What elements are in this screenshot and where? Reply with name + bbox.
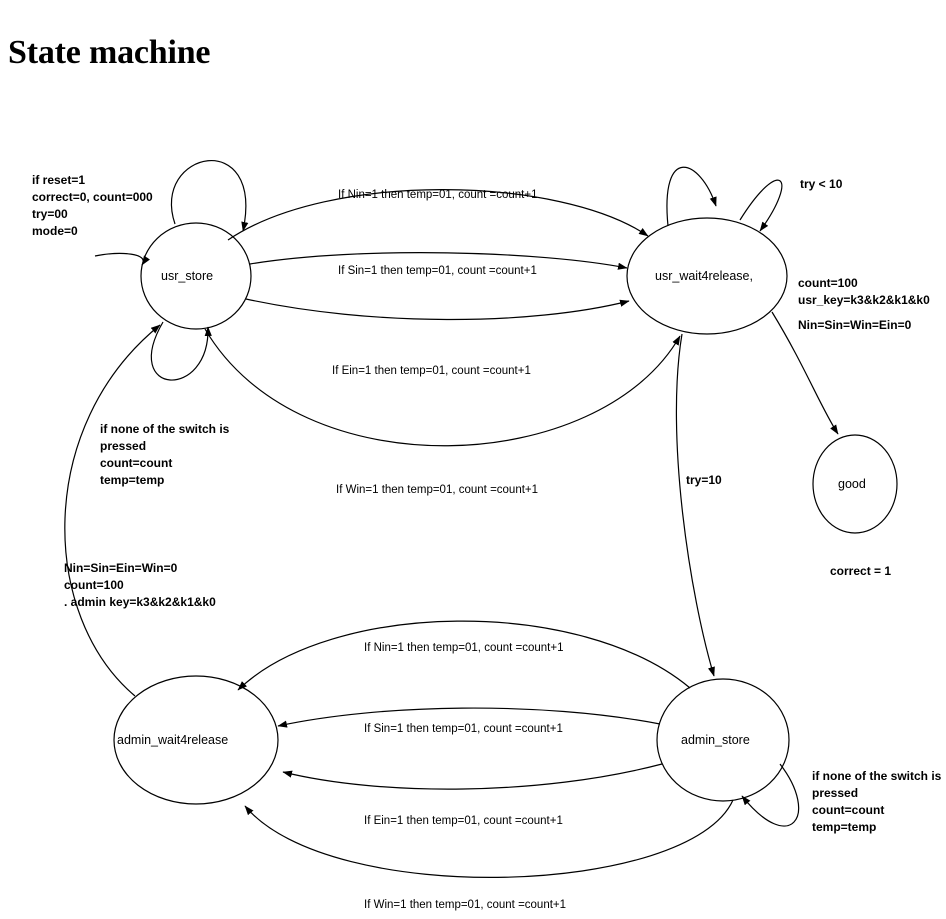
annotation-admin-self-loop-line-2: pressed [812, 786, 859, 800]
edge-label-admin-sin: If Sin=1 then temp=01, count =count+1 [364, 723, 563, 735]
annotation-reset-line-1: if reset=1 [32, 173, 86, 187]
edge-label-admin-ein: If Ein=1 then temp=01, count =count+1 [364, 815, 563, 827]
state-label-good: good [838, 477, 866, 491]
annotation-usr-self-loop-line-2: pressed [100, 439, 147, 453]
annotation-admin-transition-line-1: Nin=Sin=Ein=Win=0 [64, 561, 178, 575]
annotation-admin-transition [64, 560, 216, 611]
annotation-admin-transition-line-3: . admin key=k3&k2&k1&k0 [64, 595, 216, 609]
edge-label-usr-ein: If Ein=1 then temp=01, count =count+1 [332, 365, 531, 377]
annotation-usr-wait-exit-line-2: usr_key=k3&k2&k1&k0 [798, 293, 930, 307]
annotation-reset-line-4: mode=0 [32, 224, 78, 238]
state-label-admin-wait4release: admin_wait4release [117, 733, 229, 747]
page-title: State machine [8, 34, 211, 71]
annotation-admin-self-loop-line-1: if none of the switch is [812, 769, 942, 783]
annotation-good-output: correct = 1 [830, 564, 892, 578]
state-machine-diagram [0, 96, 946, 919]
state-label-usr-store: usr_store [161, 269, 214, 283]
edge-label-admin-nin: If Nin=1 then temp=01, count =count+1 [364, 642, 564, 654]
annotation-admin-self-loop-line-3: count=count [812, 803, 885, 817]
annotation-admin-transition-line-2: count=100 [64, 578, 124, 592]
annotation-usr-wait-exit-line-4: Nin=Sin=Win=Ein=0 [798, 318, 912, 332]
annotation-reset-line-2: correct=0, count=000 [32, 190, 153, 204]
annotation-usr-self-loop [100, 421, 229, 489]
annotation-usr-wait-exit [798, 275, 930, 334]
annotation-admin-self-loop-line-4: temp=temp [812, 820, 877, 834]
edge-label-usr-nin: If Nin=1 then temp=01, count =count+1 [338, 189, 538, 201]
edge-label-try-eq-10: try=10 [686, 473, 722, 487]
edge-label-admin-win: If Win=1 then temp=01, count =count+1 [364, 899, 567, 911]
annotation-usr-wait-exit-line-1: count=100 [798, 276, 858, 290]
annotation-reset [32, 172, 153, 240]
annotation-usr-self-loop-line-3: count=count [100, 456, 173, 470]
state-label-usr-wait4release: usr_wait4release, [655, 269, 753, 283]
edge-label-try-lt-10: try < 10 [800, 177, 843, 191]
edge-label-usr-sin: If Sin=1 then temp=01, count =count+1 [338, 265, 537, 277]
edge-label-usr-win: If Win=1 then temp=01, count =count+1 [336, 484, 539, 496]
annotation-admin-self-loop [812, 768, 941, 836]
annotation-usr-wait-exit-spacer [798, 309, 930, 317]
annotation-usr-self-loop-line-1: if none of the switch is [100, 422, 230, 436]
annotation-reset-line-3: try=00 [32, 207, 68, 221]
state-label-admin-store: admin_store [681, 733, 750, 747]
annotation-usr-self-loop-line-4: temp=temp [100, 473, 165, 487]
